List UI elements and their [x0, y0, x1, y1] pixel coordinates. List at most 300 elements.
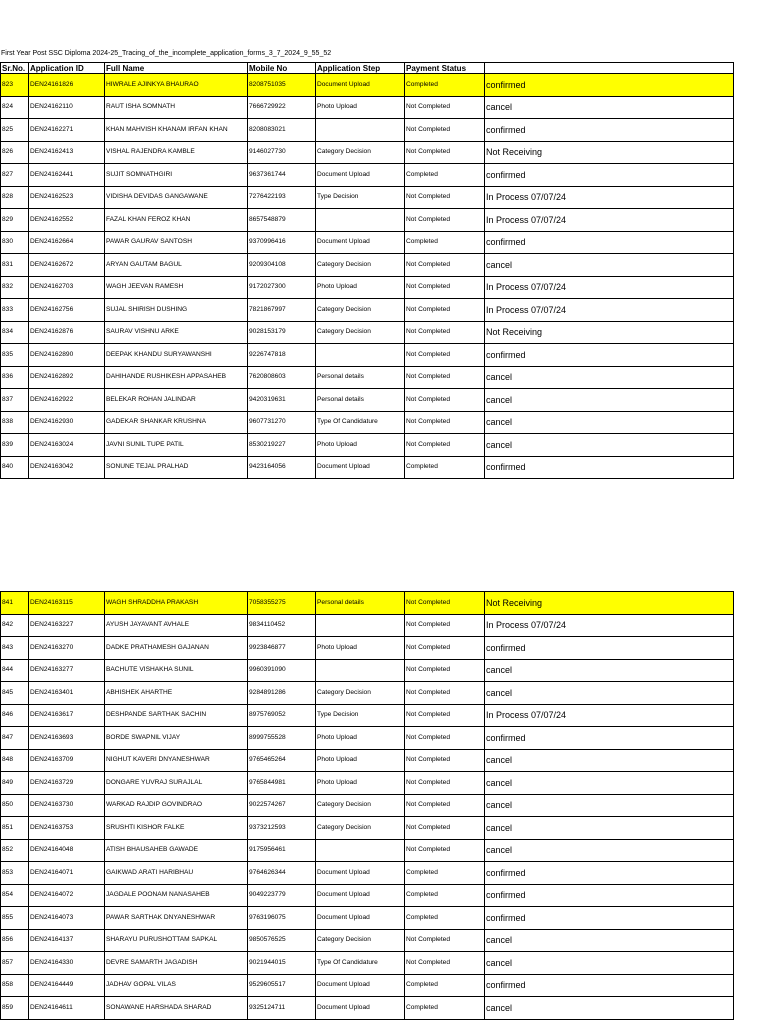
header-remark: [485, 63, 734, 74]
cell-payment-status: Not Completed: [405, 209, 485, 232]
table-row: [1, 96, 734, 119]
cell-sr-no: 827: [1, 164, 29, 187]
cell-application-id: DEN24163617: [29, 704, 105, 727]
cell-remark: In Process 07/07/24: [485, 704, 734, 727]
cell-application-step: Category Decision: [316, 682, 405, 705]
cell-remark: confirmed: [485, 637, 734, 660]
cell-payment-status: Not Completed: [405, 929, 485, 952]
cell-sr-no: 825: [1, 119, 29, 142]
cell-application-id: DEN24162892: [29, 366, 105, 389]
cell-mobile-no: 7666729922: [248, 96, 316, 119]
cell-full-name: AYUSH JAYAVANT AVHALE: [105, 614, 248, 637]
cell-application-step: [316, 839, 405, 862]
cell-full-name: PAWAR SARTHAK DNYANESHWAR: [105, 907, 248, 930]
cell-remark: Not Receiving: [485, 321, 734, 344]
cell-application-step: [316, 614, 405, 637]
cell-mobile-no: 9529605517: [248, 974, 316, 997]
cell-remark: cancel: [485, 997, 734, 1020]
cell-payment-status: Not Completed: [405, 637, 485, 660]
cell-application-id: DEN24164071: [29, 862, 105, 885]
cell-application-step: Photo Upload: [316, 727, 405, 750]
cell-mobile-no: 9028153179: [248, 321, 316, 344]
cell-sr-no: 831: [1, 254, 29, 277]
cell-full-name: DEVRE SAMARTH JAGADISH: [105, 952, 248, 975]
cell-full-name: DONGARE YUVRAJ SURAJLAL: [105, 772, 248, 795]
header-application-id: Application ID: [29, 63, 105, 74]
cell-mobile-no: 9284891286: [248, 682, 316, 705]
cell-payment-status: Not Completed: [405, 389, 485, 412]
cell-full-name: WAGH JEEVAN RAMESH: [105, 276, 248, 299]
cell-payment-status: Not Completed: [405, 186, 485, 209]
cell-sr-no: 857: [1, 952, 29, 975]
cell-application-id: DEN24164137: [29, 929, 105, 952]
header-mobile-no: Mobile No: [248, 63, 316, 74]
cell-full-name: DESHPANDE SARTHAK SACHIN: [105, 704, 248, 727]
cell-payment-status: Completed: [405, 974, 485, 997]
cell-sr-no: 837: [1, 389, 29, 412]
cell-application-id: DEN24162110: [29, 96, 105, 119]
table-row: [1, 704, 734, 727]
cell-application-id: DEN24162523: [29, 186, 105, 209]
cell-sr-no: 858: [1, 974, 29, 997]
table-row: [1, 209, 734, 232]
cell-sr-no: 823: [1, 74, 29, 97]
cell-full-name: DAHIHANDE RUSHIKESH APPASAHEB: [105, 366, 248, 389]
cell-mobile-no: 9850576525: [248, 929, 316, 952]
cell-remark: confirmed: [485, 974, 734, 997]
cell-sr-no: 853: [1, 862, 29, 885]
cell-full-name: SAURAV VISHNU ARKE: [105, 321, 248, 344]
cell-application-step: Document Upload: [316, 74, 405, 97]
cell-sr-no: 828: [1, 186, 29, 209]
cell-remark: cancel: [485, 839, 734, 862]
table-row: [1, 727, 734, 750]
cell-full-name: SRUSHTI KISHOR FALKE: [105, 817, 248, 840]
cell-sr-no: 840: [1, 456, 29, 479]
cell-remark: cancel: [485, 749, 734, 772]
cell-remark: confirmed: [485, 164, 734, 187]
cell-payment-status: Not Completed: [405, 839, 485, 862]
cell-full-name: SONAWANE HARSHADA SHARAD: [105, 997, 248, 1020]
cell-application-step: Personal details: [316, 592, 405, 615]
table-row: [1, 74, 734, 97]
cell-application-id: DEN24164449: [29, 974, 105, 997]
table-row: [1, 389, 734, 412]
cell-sr-no: 829: [1, 209, 29, 232]
cell-mobile-no: 9172027300: [248, 276, 316, 299]
table-row: [1, 231, 734, 254]
sheet-title: First Year Post SSC Diploma 2024-25_Tracing_of_the_incomplete_application_forms_3_7_2024_9_55_52: [1, 50, 332, 57]
cell-sr-no: 834: [1, 321, 29, 344]
cell-payment-status: Completed: [405, 862, 485, 885]
cell-sr-no: 824: [1, 96, 29, 119]
cell-remark: confirmed: [485, 344, 734, 367]
records-table-1: [0, 62, 734, 479]
cell-full-name: WARKAD RAJDIP GOVINDRAO: [105, 794, 248, 817]
records-table-2: [0, 591, 734, 1020]
cell-application-step: Document Upload: [316, 997, 405, 1020]
cell-mobile-no: 9423164056: [248, 456, 316, 479]
cell-payment-status: Not Completed: [405, 659, 485, 682]
cell-application-id: DEN24162664: [29, 231, 105, 254]
cell-payment-status: Not Completed: [405, 952, 485, 975]
cell-application-step: Document Upload: [316, 231, 405, 254]
cell-sr-no: 832: [1, 276, 29, 299]
header-application-step: Application Step: [316, 63, 405, 74]
cell-application-id: DEN24162413: [29, 141, 105, 164]
cell-application-id: DEN24162876: [29, 321, 105, 344]
cell-sr-no: 851: [1, 817, 29, 840]
cell-sr-no: 830: [1, 231, 29, 254]
table-row: [1, 637, 734, 660]
cell-full-name: VISHAL RAJENDRA KAMBLE: [105, 141, 248, 164]
cell-full-name: SONUNE TEJAL PRALHAD: [105, 456, 248, 479]
cell-mobile-no: 9764626344: [248, 862, 316, 885]
cell-sr-no: 835: [1, 344, 29, 367]
cell-mobile-no: 9834110452: [248, 614, 316, 637]
cell-mobile-no: 9637361744: [248, 164, 316, 187]
cell-application-id: DEN24163753: [29, 817, 105, 840]
table-row: [1, 952, 734, 975]
cell-payment-status: Not Completed: [405, 434, 485, 457]
cell-full-name: SHARAYU PURUSHOTTAM SAPKAL: [105, 929, 248, 952]
cell-remark: In Process 07/07/24: [485, 614, 734, 637]
cell-payment-status: Not Completed: [405, 96, 485, 119]
cell-payment-status: Not Completed: [405, 276, 485, 299]
cell-mobile-no: 9765844981: [248, 772, 316, 795]
cell-remark: confirmed: [485, 456, 734, 479]
cell-payment-status: Completed: [405, 907, 485, 930]
cell-application-step: Category Decision: [316, 299, 405, 322]
cell-application-id: DEN24162703: [29, 276, 105, 299]
cell-full-name: FAZAL KHAN FEROZ KHAN: [105, 209, 248, 232]
cell-mobile-no: 9765465264: [248, 749, 316, 772]
cell-full-name: DEEPAK KHANDU SURYAWANSHI: [105, 344, 248, 367]
table-row: [1, 411, 734, 434]
table-row: [1, 817, 734, 840]
cell-remark: confirmed: [485, 74, 734, 97]
cell-mobile-no: 9021944015: [248, 952, 316, 975]
cell-application-id: DEN24163693: [29, 727, 105, 750]
cell-application-step: Photo Upload: [316, 637, 405, 660]
cell-remark: cancel: [485, 682, 734, 705]
cell-payment-status: Not Completed: [405, 366, 485, 389]
cell-payment-status: Not Completed: [405, 254, 485, 277]
cell-application-id: DEN24163024: [29, 434, 105, 457]
cell-payment-status: Not Completed: [405, 794, 485, 817]
cell-full-name: RAUT ISHA SOMNATH: [105, 96, 248, 119]
cell-remark: cancel: [485, 659, 734, 682]
cell-sr-no: 850: [1, 794, 29, 817]
cell-mobile-no: 8208083021: [248, 119, 316, 142]
cell-mobile-no: 9763196075: [248, 907, 316, 930]
cell-remark: confirmed: [485, 907, 734, 930]
cell-application-id: DEN24163730: [29, 794, 105, 817]
table-row: [1, 254, 734, 277]
cell-application-step: Category Decision: [316, 141, 405, 164]
cell-application-step: Photo Upload: [316, 276, 405, 299]
cell-remark: cancel: [485, 96, 734, 119]
cell-remark: cancel: [485, 772, 734, 795]
cell-remark: cancel: [485, 434, 734, 457]
table-row: [1, 456, 734, 479]
table-row: [1, 929, 734, 952]
cell-full-name: WAGH SHRADDHA PRAKASH: [105, 592, 248, 615]
cell-full-name: JAVNI SUNIL TUPE PATIL: [105, 434, 248, 457]
cell-mobile-no: 9022574267: [248, 794, 316, 817]
cell-application-step: Personal details: [316, 389, 405, 412]
cell-full-name: ARYAN GAUTAM BAGUL: [105, 254, 248, 277]
cell-mobile-no: 8530219227: [248, 434, 316, 457]
table-row: [1, 119, 734, 142]
cell-sr-no: 859: [1, 997, 29, 1020]
cell-mobile-no: 9325124711: [248, 997, 316, 1020]
cell-payment-status: Not Completed: [405, 682, 485, 705]
cell-sr-no: 841: [1, 592, 29, 615]
cell-mobile-no: 9209304108: [248, 254, 316, 277]
table-row: [1, 794, 734, 817]
cell-application-step: Type Decision: [316, 186, 405, 209]
cell-sr-no: 856: [1, 929, 29, 952]
cell-remark: Not Receiving: [485, 141, 734, 164]
cell-application-id: DEN24162441: [29, 164, 105, 187]
cell-application-step: Category Decision: [316, 817, 405, 840]
cell-application-step: Document Upload: [316, 907, 405, 930]
cell-payment-status: Not Completed: [405, 749, 485, 772]
table-row: [1, 862, 734, 885]
cell-remark: cancel: [485, 952, 734, 975]
cell-application-step: Document Upload: [316, 974, 405, 997]
cell-application-id: DEN24163277: [29, 659, 105, 682]
cell-application-id: DEN24162930: [29, 411, 105, 434]
cell-full-name: GAIKWAD ARATI HARIBHAU: [105, 862, 248, 885]
cell-remark: confirmed: [485, 727, 734, 750]
cell-sr-no: 848: [1, 749, 29, 772]
cell-full-name: ATISH BHAUSAHEB GAWADE: [105, 839, 248, 862]
cell-payment-status: Not Completed: [405, 141, 485, 164]
cell-sr-no: 836: [1, 366, 29, 389]
table-row: [1, 974, 734, 997]
cell-application-id: DEN24162271: [29, 119, 105, 142]
cell-application-id: DEN24163270: [29, 637, 105, 660]
table-row: [1, 592, 734, 615]
cell-full-name: DADKE PRATHAMESH GAJANAN: [105, 637, 248, 660]
cell-remark: confirmed: [485, 119, 734, 142]
table-row: [1, 749, 734, 772]
cell-remark: confirmed: [485, 862, 734, 885]
cell-application-step: Photo Upload: [316, 434, 405, 457]
cell-application-step: Type Of Candidature: [316, 411, 405, 434]
cell-full-name: SUJAL SHIRISH DUSHING: [105, 299, 248, 322]
cell-application-step: [316, 344, 405, 367]
cell-sr-no: 852: [1, 839, 29, 862]
cell-sr-no: 847: [1, 727, 29, 750]
cell-mobile-no: 9146027730: [248, 141, 316, 164]
header-full-name: Full Name: [105, 63, 248, 74]
cell-application-step: [316, 209, 405, 232]
cell-full-name: VIDISHA DEVIDAS GANGAWANE: [105, 186, 248, 209]
table-row: [1, 321, 734, 344]
cell-application-id: DEN24163042: [29, 456, 105, 479]
cell-remark: In Process 07/07/24: [485, 186, 734, 209]
table-row: [1, 164, 734, 187]
cell-payment-status: Not Completed: [405, 592, 485, 615]
header-row: [1, 63, 734, 74]
cell-application-id: DEN24163115: [29, 592, 105, 615]
cell-application-id: DEN24163227: [29, 614, 105, 637]
cell-full-name: BACHUTE VISHAKHA SUNIL: [105, 659, 248, 682]
cell-sr-no: 838: [1, 411, 29, 434]
cell-remark: Not Receiving: [485, 592, 734, 615]
cell-sr-no: 849: [1, 772, 29, 795]
cell-sr-no: 839: [1, 434, 29, 457]
cell-payment-status: Completed: [405, 231, 485, 254]
header-payment-status: Payment Status: [405, 63, 485, 74]
cell-mobile-no: 9607731270: [248, 411, 316, 434]
table-row: [1, 907, 734, 930]
cell-payment-status: Not Completed: [405, 704, 485, 727]
cell-application-id: DEN24164072: [29, 884, 105, 907]
cell-payment-status: Completed: [405, 997, 485, 1020]
cell-application-step: Photo Upload: [316, 772, 405, 795]
cell-mobile-no: 9373212593: [248, 817, 316, 840]
cell-payment-status: Completed: [405, 74, 485, 97]
cell-full-name: JAGDALE POONAM NANASAHEB: [105, 884, 248, 907]
cell-application-step: Document Upload: [316, 456, 405, 479]
cell-sr-no: 843: [1, 637, 29, 660]
cell-application-id: DEN24164330: [29, 952, 105, 975]
cell-application-id: DEN24164073: [29, 907, 105, 930]
cell-payment-status: Not Completed: [405, 299, 485, 322]
table-row: [1, 997, 734, 1020]
table-row: [1, 344, 734, 367]
table-row: [1, 299, 734, 322]
cell-remark: In Process 07/07/24: [485, 209, 734, 232]
cell-mobile-no: 7620808603: [248, 366, 316, 389]
cell-mobile-no: 8657548879: [248, 209, 316, 232]
cell-full-name: JADHAV GOPAL VILAS: [105, 974, 248, 997]
cell-remark: confirmed: [485, 884, 734, 907]
cell-full-name: HIWRALE AJINKYA BHAURAO: [105, 74, 248, 97]
cell-application-step: Personal details: [316, 366, 405, 389]
cell-remark: cancel: [485, 366, 734, 389]
cell-application-id: DEN24164611: [29, 997, 105, 1020]
cell-mobile-no: 7821867997: [248, 299, 316, 322]
table-row: [1, 614, 734, 637]
header-sr-no: Sr.No.: [1, 63, 29, 74]
cell-application-step: Category Decision: [316, 321, 405, 344]
cell-sr-no: 854: [1, 884, 29, 907]
cell-remark: cancel: [485, 794, 734, 817]
cell-application-id: DEN24161826: [29, 74, 105, 97]
cell-mobile-no: 9226747818: [248, 344, 316, 367]
cell-application-id: DEN24163709: [29, 749, 105, 772]
cell-sr-no: 846: [1, 704, 29, 727]
cell-full-name: PAWAR GAURAV SANTOSH: [105, 231, 248, 254]
cell-full-name: ABHISHEK AHARTHE: [105, 682, 248, 705]
cell-payment-status: Not Completed: [405, 614, 485, 637]
cell-sr-no: 826: [1, 141, 29, 164]
cell-full-name: GADEKAR SHANKAR KRUSHNA: [105, 411, 248, 434]
cell-sr-no: 842: [1, 614, 29, 637]
cell-remark: cancel: [485, 389, 734, 412]
cell-payment-status: Not Completed: [405, 772, 485, 795]
cell-sr-no: 855: [1, 907, 29, 930]
cell-mobile-no: 9049223779: [248, 884, 316, 907]
cell-full-name: KHAN MAHVISH KHANAM IRFAN KHAN: [105, 119, 248, 142]
cell-application-step: Document Upload: [316, 862, 405, 885]
table-row: [1, 141, 734, 164]
cell-application-step: Photo Upload: [316, 96, 405, 119]
cell-sr-no: 844: [1, 659, 29, 682]
cell-sr-no: 833: [1, 299, 29, 322]
cell-sr-no: 845: [1, 682, 29, 705]
cell-full-name: BORDE SWAPNIL VIJAY: [105, 727, 248, 750]
cell-payment-status: Completed: [405, 884, 485, 907]
cell-mobile-no: 8975769052: [248, 704, 316, 727]
cell-mobile-no: 9923846877: [248, 637, 316, 660]
cell-application-id: DEN24162922: [29, 389, 105, 412]
cell-application-id: DEN24162890: [29, 344, 105, 367]
cell-payment-status: Not Completed: [405, 817, 485, 840]
cell-remark: cancel: [485, 411, 734, 434]
cell-application-step: Type Decision: [316, 704, 405, 727]
cell-application-id: DEN24162552: [29, 209, 105, 232]
cell-application-id: DEN24163729: [29, 772, 105, 795]
cell-payment-status: Not Completed: [405, 344, 485, 367]
cell-application-id: DEN24162756: [29, 299, 105, 322]
cell-payment-status: Not Completed: [405, 119, 485, 142]
cell-payment-status: Completed: [405, 456, 485, 479]
table-row: [1, 772, 734, 795]
cell-application-step: Category Decision: [316, 254, 405, 277]
cell-remark: cancel: [485, 929, 734, 952]
cell-mobile-no: 9370996416: [248, 231, 316, 254]
cell-remark: In Process 07/07/24: [485, 276, 734, 299]
cell-full-name: NIGHUT KAVERI DNYANESHWAR: [105, 749, 248, 772]
cell-application-step: Category Decision: [316, 929, 405, 952]
cell-application-step: Category Decision: [316, 794, 405, 817]
cell-application-step: Type Of Candidature: [316, 952, 405, 975]
cell-application-id: DEN24162672: [29, 254, 105, 277]
table-row: [1, 682, 734, 705]
cell-mobile-no: 8208751035: [248, 74, 316, 97]
cell-application-step: Photo Upload: [316, 749, 405, 772]
table-row: [1, 884, 734, 907]
cell-mobile-no: 9960391090: [248, 659, 316, 682]
table-row: [1, 659, 734, 682]
cell-application-id: DEN24163401: [29, 682, 105, 705]
cell-application-step: Document Upload: [316, 164, 405, 187]
cell-remark: In Process 07/07/24: [485, 299, 734, 322]
cell-remark: cancel: [485, 254, 734, 277]
table-row: [1, 839, 734, 862]
cell-application-step: [316, 659, 405, 682]
cell-application-step: Document Upload: [316, 884, 405, 907]
cell-payment-status: Not Completed: [405, 321, 485, 344]
cell-mobile-no: 9420319631: [248, 389, 316, 412]
cell-remark: confirmed: [485, 231, 734, 254]
cell-application-step: [316, 119, 405, 142]
cell-mobile-no: 9175956461: [248, 839, 316, 862]
cell-application-id: DEN24164048: [29, 839, 105, 862]
cell-mobile-no: 7058355275: [248, 592, 316, 615]
cell-full-name: BELEKAR ROHAN JALINDAR: [105, 389, 248, 412]
table-row: [1, 366, 734, 389]
table-row: [1, 276, 734, 299]
cell-payment-status: Not Completed: [405, 411, 485, 434]
cell-mobile-no: 7276422193: [248, 186, 316, 209]
